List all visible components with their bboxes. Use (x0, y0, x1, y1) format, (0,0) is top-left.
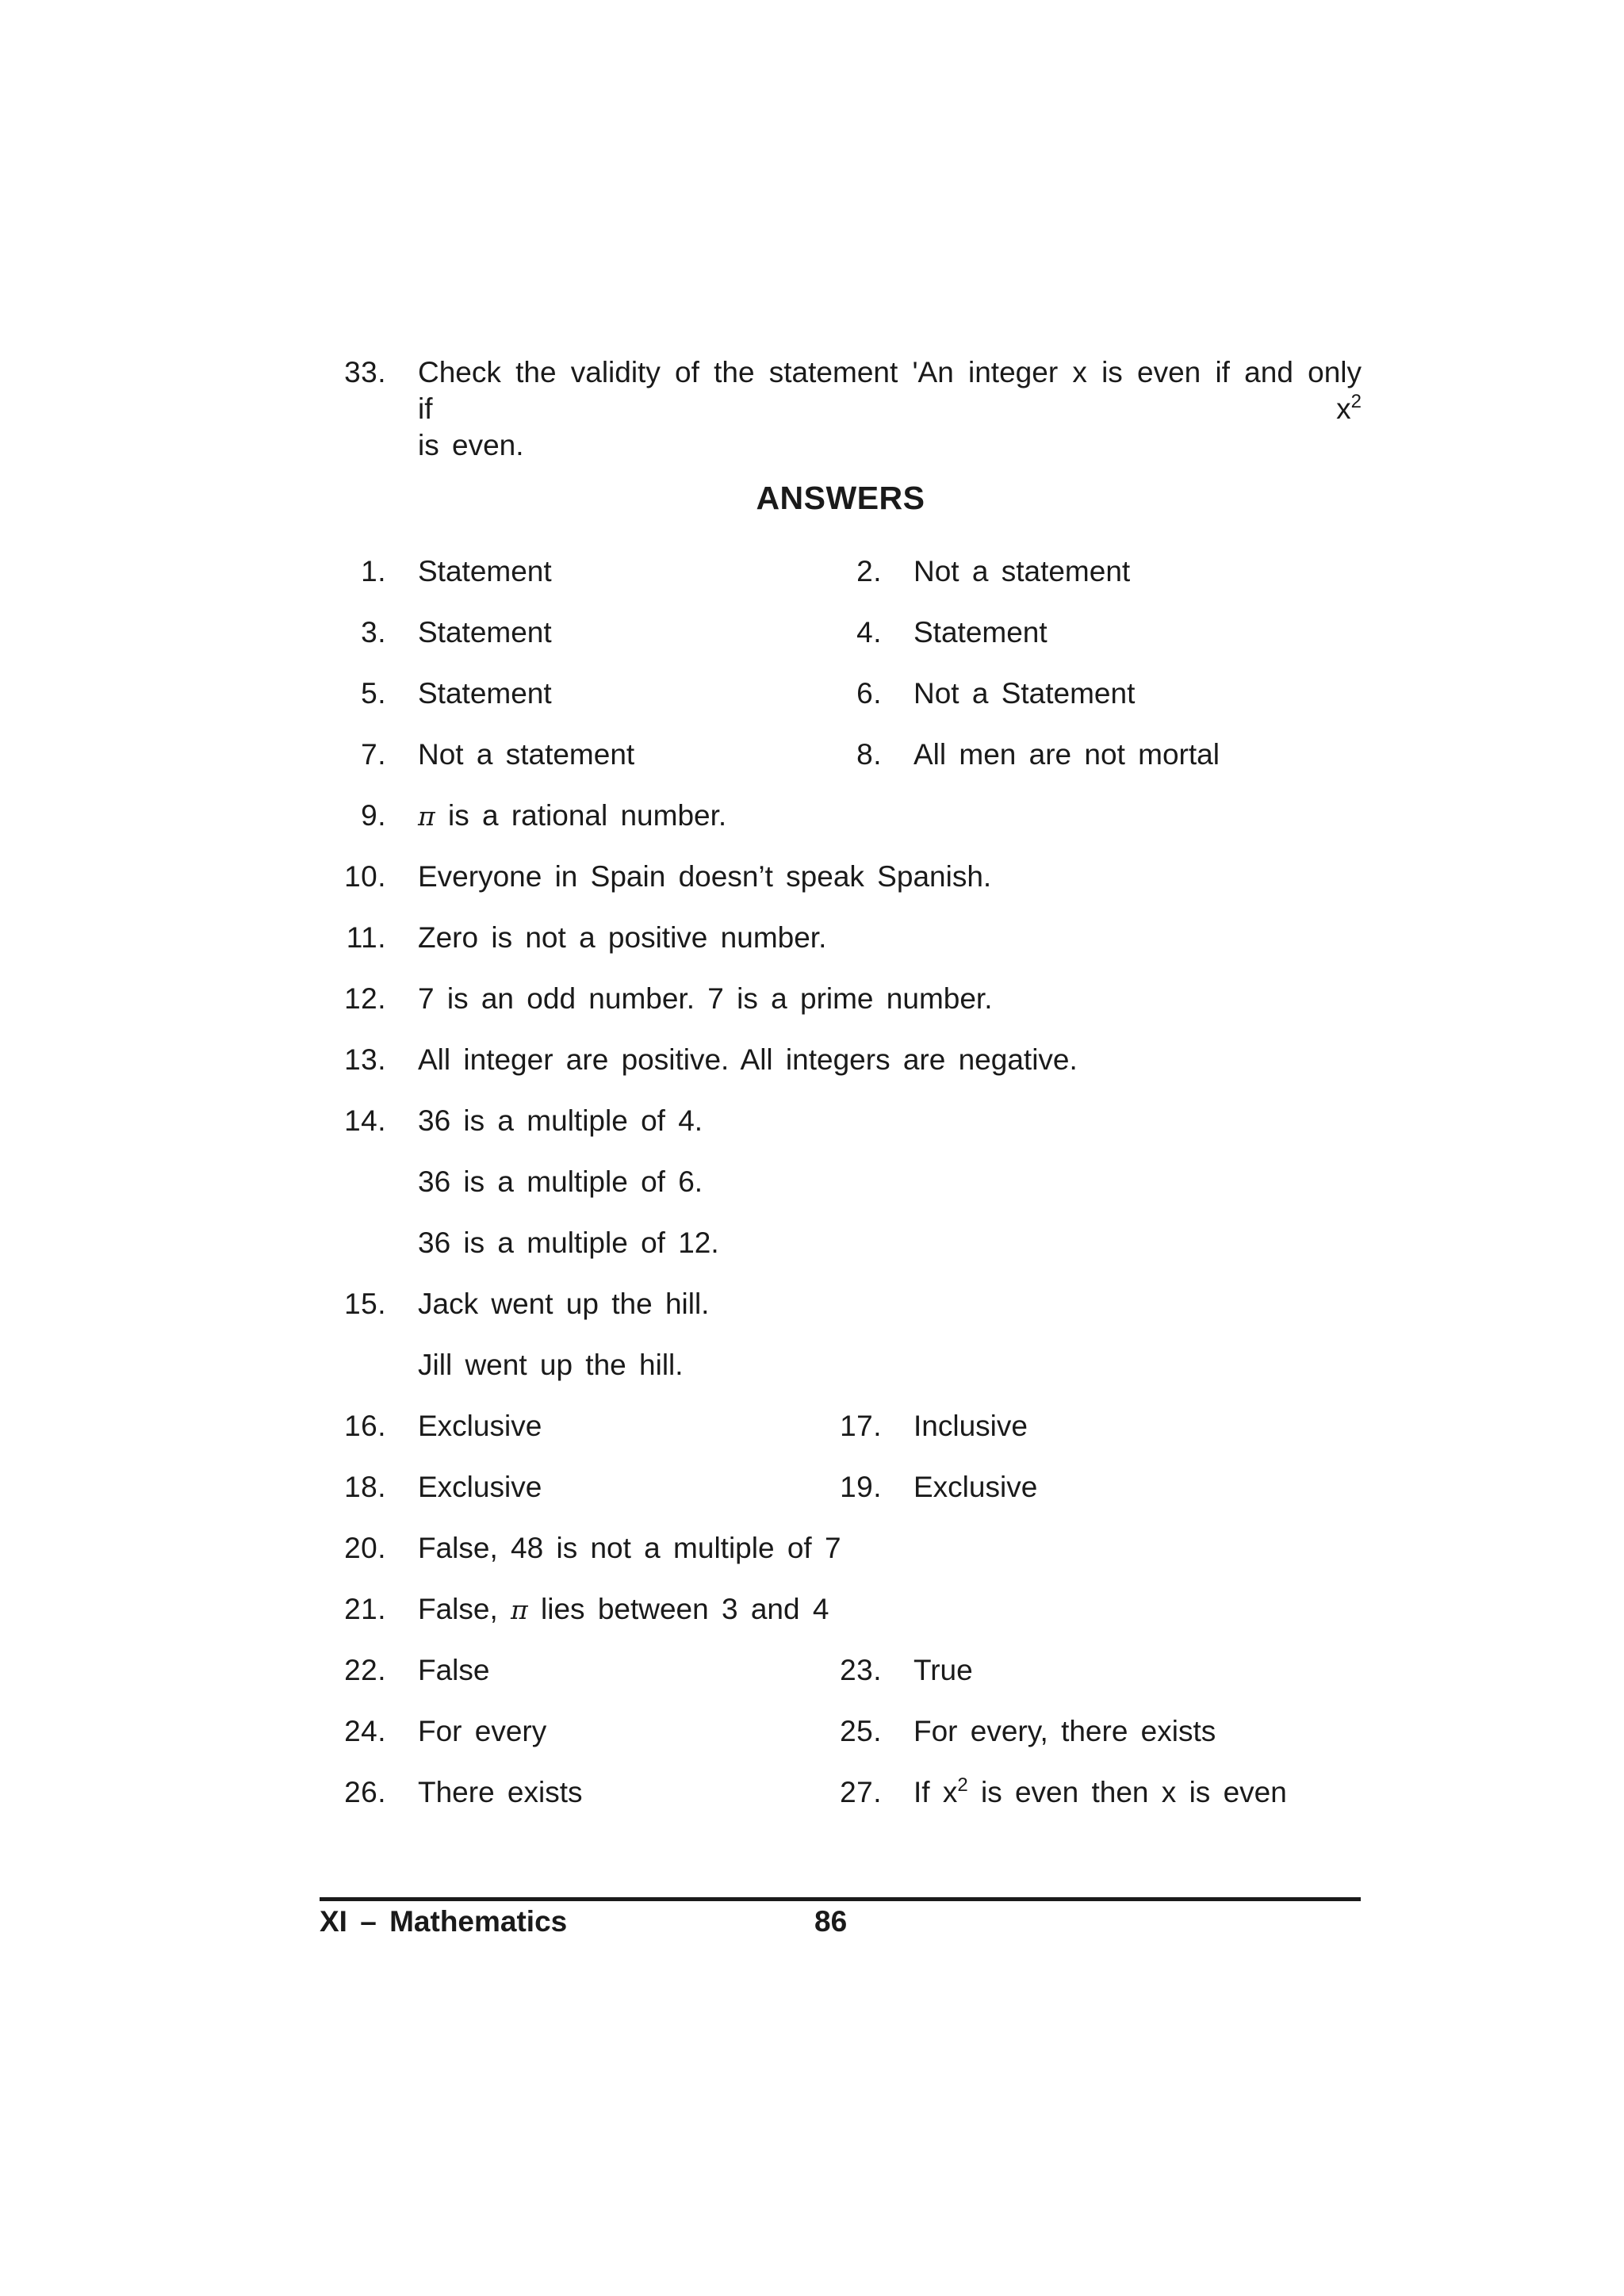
pi-symbol: π (511, 1594, 528, 1625)
answer-number: 7. (361, 738, 386, 771)
answer-text: Not a statement (418, 738, 635, 771)
answer-number: 22. (344, 1654, 386, 1686)
answer-number: 18. (344, 1471, 386, 1503)
answer-text: Jack went up the hill. (418, 1288, 710, 1320)
answer-text: Statement (418, 555, 552, 587)
answers-heading: ANSWERS (756, 480, 925, 516)
answer-number: 8. (856, 738, 882, 771)
answer-text: False (418, 1654, 490, 1686)
answer-number: 16. (344, 1410, 386, 1442)
answer-text: If $x^2$ is even then x is even (914, 1774, 1287, 1808)
answer-number: 3. (361, 616, 386, 649)
answer-text: Exclusive (418, 1471, 542, 1503)
answer-text: Exclusive (914, 1471, 1038, 1503)
answer-text: 7 is an odd number. 7 is a prime number. (418, 982, 993, 1015)
answer-text: For every (418, 1715, 547, 1747)
answer-number: 1. (361, 555, 386, 587)
answer-number: 19. (840, 1471, 882, 1503)
question-number: 33. (344, 356, 386, 388)
answer-text: False, π lies between 3 and 4 (418, 1593, 829, 1625)
answer-number: 14. (344, 1104, 386, 1137)
answer-number: 5. (361, 677, 386, 710)
answer-text: π is a rational number. (418, 799, 727, 832)
answer-number: 2. (856, 555, 882, 587)
answer-text: False, 48 is not a multiple of 7 (418, 1532, 841, 1564)
answer-text: Not a statement (914, 555, 1131, 587)
answer-number: 17. (840, 1410, 882, 1442)
answer-number: 26. (344, 1776, 386, 1808)
footer-rule (320, 1897, 1361, 1901)
answer-text: True (914, 1654, 973, 1686)
answer-text: Everyone in Spain doesn’t speak Spanish. (418, 860, 992, 893)
pi-symbol: π (418, 801, 435, 832)
answer-text: There exists (418, 1776, 583, 1808)
answer-text: For every, there exists (914, 1715, 1216, 1747)
answer-text: Inclusive (914, 1410, 1028, 1442)
answer-text: Statement (914, 616, 1048, 649)
answer-text: Not a Statement (914, 677, 1136, 710)
footer-subject: XI – Mathematics (320, 1905, 568, 1938)
answer-number: 13. (344, 1043, 386, 1076)
answer-text: Jill went up the hill. (418, 1349, 684, 1381)
answer-number: 23. (840, 1654, 882, 1686)
answer-text: 36 is a multiple of 4. (418, 1104, 703, 1137)
answer-number: 11. (346, 921, 386, 954)
answer-text: All integer are positive. All integers are negative. (418, 1043, 1078, 1076)
page-number: 86 (814, 1905, 848, 1938)
answer-number: 20. (344, 1532, 386, 1564)
question-text: Check the validity of the statement 'An integer x is even if and only if $x^2$ is even. (418, 356, 1362, 461)
answer-number: 25. (840, 1715, 882, 1747)
answer-text: Statement (418, 677, 552, 710)
answer-text: Exclusive (418, 1410, 542, 1442)
answer-text: Zero is not a positive number. (418, 921, 827, 954)
answer-text: Statement (418, 616, 552, 649)
answer-number: 6. (856, 677, 882, 710)
answer-number: 15. (344, 1288, 386, 1320)
answer-number: 12. (344, 982, 386, 1015)
answer-number: 27. (840, 1776, 882, 1808)
answer-text: All men are not mortal (914, 738, 1220, 771)
answer-text: 36 is a multiple of 12. (418, 1226, 719, 1259)
answer-number: 10. (344, 860, 386, 893)
answer-number: 21. (344, 1593, 386, 1625)
answer-text: 36 is a multiple of 6. (418, 1165, 703, 1198)
answer-number: 4. (856, 616, 882, 649)
answer-number: 9. (361, 799, 386, 832)
answer-number: 24. (344, 1715, 386, 1747)
